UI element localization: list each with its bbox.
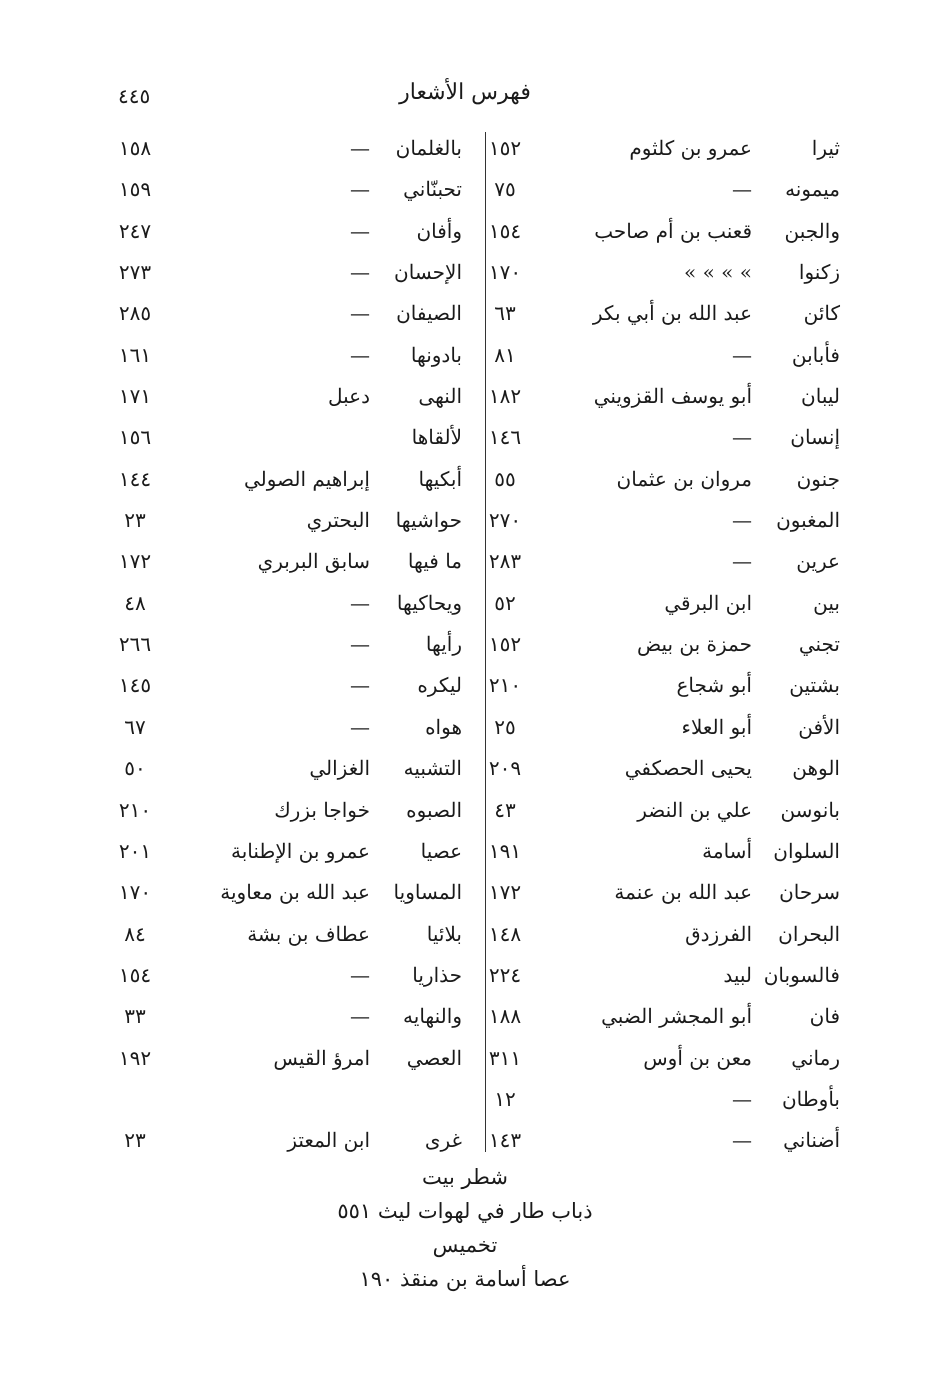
poet-name-left: — (350, 218, 370, 243)
poet-name-right: — (732, 508, 752, 533)
page-number: ٤٤٥ (118, 84, 151, 108)
rhyme-word-right: الوهن (792, 756, 840, 781)
table-row (0, 297, 930, 338)
poet-name-left: — (350, 260, 370, 285)
poet-name-left: — (350, 177, 370, 202)
table-row (0, 1000, 930, 1041)
page-ref-right: ٨١ (494, 342, 516, 367)
poet-name-left: — (350, 590, 370, 615)
rhyme-word-right: بين (813, 590, 840, 615)
poet-name-right: يحيى الحصكفي (624, 756, 752, 781)
page-ref-right: ٦٣ (494, 301, 516, 326)
poet-name-left: — (350, 136, 370, 160)
page-ref-right: ١٤٨ (488, 921, 522, 946)
poet-name-right: — (732, 425, 752, 450)
page-header (0, 78, 930, 112)
rhyme-word-left: والنهايه (403, 1004, 462, 1029)
page-ref-left: ١٤٥ (118, 673, 152, 698)
footer-section (0, 1160, 930, 1296)
poet-name-right: — (732, 549, 752, 574)
poet-name-left: عطاف بن بشة (247, 921, 370, 946)
page-ref-right: ٢٨٣ (488, 549, 522, 574)
page-ref-right: ٢٥ (494, 714, 516, 739)
poet-name-right: أبو العلاء (681, 714, 752, 739)
running-title: فهرس الأشعار (399, 80, 531, 105)
poet-name-left: إبراهيم الصولي (243, 466, 370, 491)
page-ref-right: ٢٧٠ (488, 508, 522, 533)
rhyme-word-right: بانوسن (780, 797, 840, 822)
table-row (0, 959, 930, 1000)
rhyme-word-left: وأفان (416, 218, 462, 243)
page-ref-left: ٢٨٥ (118, 301, 152, 326)
poet-name-right: أبو شجاع (676, 673, 752, 698)
rhyme-word-right: سرحان (779, 880, 840, 905)
page-ref-left: ٢٧٣ (118, 260, 152, 285)
page-ref-left: ٤٨ (124, 590, 146, 615)
index-table (0, 132, 930, 1166)
poet-name-right: ابن البرقي (664, 590, 752, 615)
table-row (0, 215, 930, 256)
page-ref-right: ٤٣ (494, 797, 516, 822)
table-row (0, 752, 930, 793)
page-ref-right: ٢١٠ (488, 673, 522, 698)
page-ref-left: ٦٧ (124, 714, 146, 739)
page-ref-right: ٢٠٩ (488, 756, 522, 781)
page-ref-left: ١٧٠ (118, 880, 152, 905)
rhyme-word-right: البحران (778, 921, 840, 946)
poet-name-left: الغزالي (309, 756, 370, 781)
page-ref-right: ٥٢ (494, 590, 516, 615)
page-ref-left: ٢١٠ (118, 797, 152, 822)
poet-name-right: أبو يوسف القزويني (593, 384, 752, 409)
table-row (0, 256, 930, 297)
rhyme-word-right: الأفن (798, 714, 840, 739)
table-row (0, 918, 930, 959)
page-ref-right: ٣١١ (488, 1045, 522, 1070)
poet-name-right: عبد الله بن عنمة (614, 880, 752, 905)
rhyme-word-left: التشبيه (403, 756, 462, 781)
rhyme-word-right: فان (809, 1004, 840, 1029)
page-ref-right: ١٧٠ (488, 260, 522, 285)
poet-name-right: — (732, 1128, 752, 1153)
page-ref-left: ١٥٦ (118, 425, 152, 450)
page-ref-right: ١٥٢ (488, 632, 522, 657)
poet-name-right: أسامة (702, 838, 752, 863)
page-ref-left: ١٥٨ (118, 136, 152, 160)
page-ref-left: ١٦١ (118, 342, 152, 367)
table-row (0, 628, 930, 669)
footer-heading-hemistich: شطر بيت (422, 1165, 508, 1189)
poet-name-left: — (350, 714, 370, 739)
rhyme-word-right: جنون (796, 466, 840, 491)
rhyme-word-left: المساويا (393, 880, 462, 905)
rhyme-word-right: بأوطان (781, 1086, 840, 1111)
table-row (0, 545, 930, 586)
table-row (0, 421, 930, 462)
page-ref-left: ١٧٢ (118, 549, 152, 574)
poet-name-right: الفرزدق (685, 921, 752, 946)
rhyme-word-left: تحبنّاني (403, 177, 462, 202)
rhyme-word-left: العصي (406, 1045, 462, 1070)
page-ref-left: ٢٤٧ (118, 218, 152, 243)
table-row (0, 380, 930, 421)
poet-name-right: — (732, 177, 752, 202)
rhyme-word-left: بالغلمان (395, 136, 462, 160)
rhyme-word-left: الإحسان (394, 260, 462, 285)
poet-name-right: عبد الله بن أبي بكر (592, 301, 752, 326)
page-ref-left: ١٤٤ (118, 466, 152, 491)
rhyme-word-left: حذاريا (412, 962, 462, 987)
page-ref-left: ١٩٢ (118, 1045, 152, 1070)
poet-name-right: حمزة بن بيض (636, 632, 752, 657)
rhyme-word-left: بلائيا (426, 921, 462, 946)
page-ref-right: ١٤٣ (488, 1128, 522, 1153)
table-row (0, 587, 930, 628)
footer-line-takhmis: عصا أسامة بن منقذ ١٩٠ (359, 1267, 571, 1291)
poet-name-right: مروان بن عثمان (616, 466, 752, 491)
poet-name-right: أبو المجشر الضبي (601, 1004, 752, 1029)
poet-name-left: — (350, 673, 370, 698)
page-ref-left: ١٥٤ (118, 962, 152, 987)
poet-name-left: — (350, 301, 370, 326)
rhyme-word-right: كائن (803, 301, 840, 326)
page-ref-left: ٢٣ (124, 508, 146, 533)
page-ref-right: ١٤٦ (488, 425, 522, 450)
table-row (0, 173, 930, 214)
rhyme-word-left: عصيا (420, 838, 462, 863)
poet-name-left: امرؤ القيس (273, 1045, 370, 1070)
rhyme-word-right: المغبون (776, 508, 840, 533)
page-ref-left: ١٥٩ (118, 177, 152, 202)
poet-name-right: لبيد (723, 962, 752, 987)
table-row (0, 339, 930, 380)
table-row (0, 835, 930, 876)
page-ref-left: ٢٣ (124, 1128, 146, 1153)
page-ref-left: ١٧١ (118, 384, 152, 409)
rhyme-word-right: بشتين (789, 673, 840, 698)
rhyme-word-left: لألقاها (411, 425, 462, 450)
rhyme-word-right: زكنوا (798, 260, 840, 285)
page-ref-right: ٥٥ (494, 466, 516, 491)
poet-name-right: — (732, 1086, 752, 1111)
rhyme-word-left: بادونها (410, 342, 462, 367)
rhyme-word-left: حواشيها (395, 508, 462, 533)
poet-name-left: البحتري (306, 508, 370, 533)
page-ref-right: ٢٢٤ (488, 962, 522, 987)
rhyme-word-left: ليكره (417, 673, 462, 698)
rhyme-word-right: رماني (791, 1045, 840, 1070)
page-ref-left: ٨٤ (124, 921, 146, 946)
table-row (0, 876, 930, 917)
poet-name-right: معن بن أوس (643, 1045, 752, 1070)
rhyme-word-right: أضناني (783, 1128, 840, 1153)
poet-name-left: عمرو بن الإطنابة (231, 838, 370, 863)
page-ref-left: ٢٦٦ (118, 632, 152, 657)
table-row (0, 504, 930, 545)
poet-name-left: — (350, 632, 370, 657)
poet-name-left: سابق البربري (257, 549, 370, 574)
table-row (0, 1083, 930, 1124)
rhyme-word-right: ميمونه (785, 177, 840, 202)
page-ref-right: ٧٥ (494, 177, 516, 202)
footer-line-hemistich: ذباب طار في لهوات ليث ٥٥١ (337, 1199, 593, 1223)
table-row (0, 132, 930, 173)
table-row (0, 669, 930, 710)
page-ref-left: ٥٠ (124, 756, 146, 781)
page-ref-left: ٣٣ (124, 1004, 146, 1029)
page-ref-right: ١٨٨ (488, 1004, 522, 1029)
table-row (0, 711, 930, 752)
poet-name-right: — (732, 342, 752, 367)
poet-name-right: » » » » (683, 260, 752, 285)
table-row (0, 794, 930, 835)
rhyme-word-left: ويحاكيها (396, 590, 462, 615)
poet-name-right: علي بن النضر (637, 797, 752, 822)
page-ref-right: ١٥٤ (488, 218, 522, 243)
page-ref-right: ١٢ (494, 1086, 516, 1111)
rhyme-word-right: ليبان (801, 384, 840, 409)
page-ref-right: ١٥٢ (488, 136, 522, 160)
table-row (0, 1042, 930, 1083)
rhyme-word-right: فالسوبان (763, 962, 840, 987)
page-ref-right: ١٩١ (488, 838, 522, 863)
rhyme-word-left: النهى (418, 384, 462, 409)
rhyme-word-right: والجبن (784, 218, 840, 243)
rhyme-word-left: الصبوه (406, 797, 462, 822)
poet-name-left: ابن المعتز (287, 1128, 370, 1153)
rhyme-word-right: السلوان (773, 838, 840, 863)
page-ref-left: ٢٠١ (118, 838, 152, 863)
poet-name-left: — (350, 1004, 370, 1029)
poet-name-left: — (350, 342, 370, 367)
rhyme-word-left: الصيفان (396, 301, 462, 326)
poet-name-left: — (350, 962, 370, 987)
rhyme-word-right: عرين (796, 549, 840, 574)
poet-name-left: خواجا بزرك (274, 797, 370, 822)
page-ref-right: ١٨٢ (488, 384, 522, 409)
table-row (0, 463, 930, 504)
rhyme-word-left: ما فيها (407, 549, 462, 574)
footer-heading-takhmis: تخميس (432, 1233, 498, 1257)
poet-name-left: دعبل (327, 384, 370, 409)
rhyme-word-right: ثيرا (811, 136, 840, 160)
rhyme-word-right: إنسان (790, 425, 840, 450)
poet-name-right: قعنب بن أم صاحب (594, 218, 752, 243)
poet-name-right: عمرو بن كلثوم (629, 136, 752, 160)
rhyme-word-right: تجني (798, 632, 840, 657)
poet-name-left: عبد الله بن معاوية (220, 880, 370, 905)
rhyme-word-left: رأيها (425, 632, 462, 657)
rhyme-word-right: فأبابن (791, 342, 840, 367)
rhyme-word-left: هواه (425, 714, 462, 739)
rhyme-word-left: أبكيها (418, 466, 462, 491)
page-ref-right: ١٧٢ (488, 880, 522, 905)
rhyme-word-left: غرى (424, 1128, 462, 1153)
